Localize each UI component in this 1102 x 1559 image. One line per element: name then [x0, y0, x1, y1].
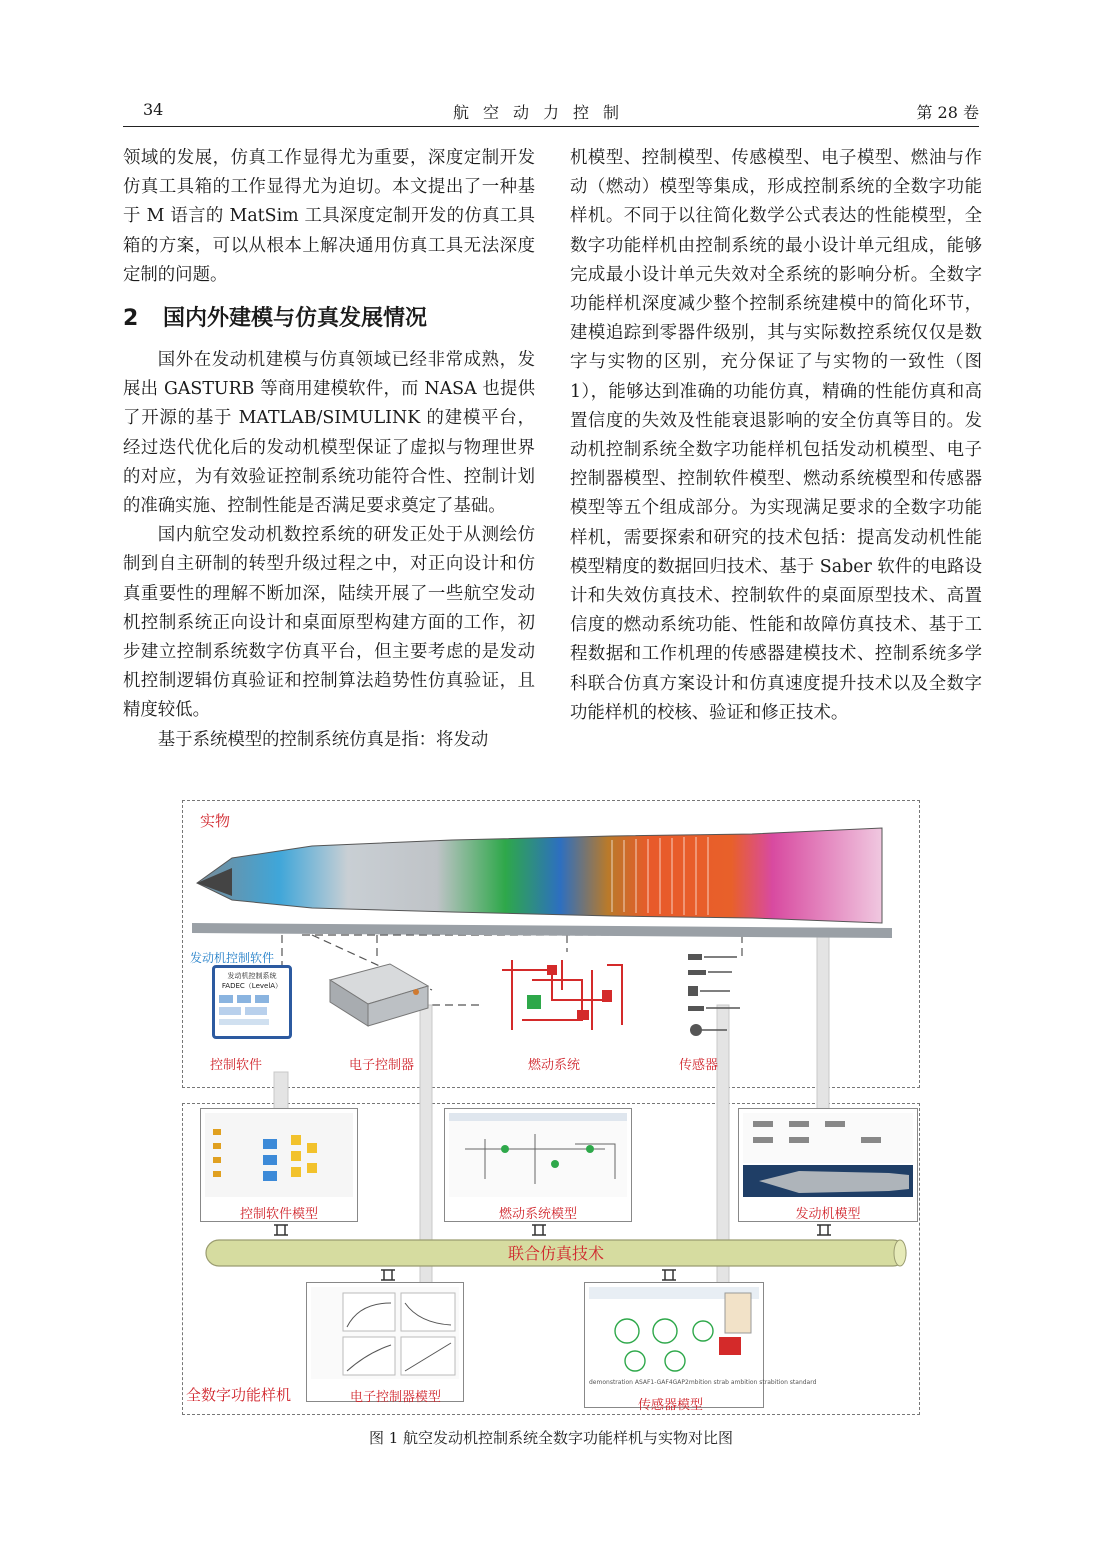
- hw-label-sensor: 传感器: [679, 1058, 719, 1073]
- fadec-diagram-image: [215, 991, 283, 1031]
- engine-software-label: 发动机控制软件: [190, 951, 275, 965]
- electronic-controller-model-image: [307, 1283, 463, 1383]
- section-title: 国内外建模与仿真发展情况: [163, 306, 428, 332]
- fuel-system-model-image: [445, 1109, 631, 1201]
- section-heading: [123, 302, 535, 336]
- fuel-system-model-panel: [444, 1108, 632, 1222]
- sensor-model-label: 传感器模型: [638, 1398, 704, 1413]
- electronic-controller-model-panel: [306, 1282, 464, 1402]
- control-software-model-panel: [200, 1108, 358, 1222]
- right-column: [570, 144, 982, 728]
- hw-label-electronic-controller: 电子控制器: [349, 1058, 415, 1073]
- left-column: [123, 144, 535, 755]
- digital-prototype-label: 全数字功能样机: [186, 1386, 292, 1404]
- control-software-model-label: 控制软件模型: [239, 1207, 318, 1222]
- paragraph: 国内航空发动机数控系统的研发正处于从测绘仿制到自主研制的转型升级过程之中，对正向设计和仿真重要性的理解不断加深，陆续开展了一些航空发动机控制系统正向设计和桌面原型构建方面的工作，初步建立控制系统数字仿真平台，但主要考虑的是发动机控制逻辑仿真验证和控制算法趋势性仿真验证，且精度较低。: [123, 525, 535, 721]
- paragraph: 基于系统模型的控制系统仿真是指：将发动: [157, 729, 489, 750]
- paragraph: 国外在发动机建模与仿真领域已经非常成熟，发展出 GASTURB 等商用建模软件，而 NASA 也提供了开源的基于 MATLAB/SIMULINK 的建模平台，经过迭代优化后的发动机模型保证了虚拟与物理世界的对应，为有效验证控制系统功能符合性、控制计划的准确实施、控制性能是否满足要求奠定了基础。: [123, 350, 535, 517]
- fadec-subtitle: FADEC（LevelA）: [221, 982, 283, 990]
- paragraph: 机模型、控制模型、传感模型、电子模型、燃油与作动（燃动）模型等集成，形成控制系统的全数字功能样机。不同于以往简化数学公式表达的性能模型，全数字功能样机由控制系统的最小设计单元组成，能够完成最小设计单元失效对全系统的影响分析。全数字功能样机深度减少整个控制系统建模中的简化环节，建模追踪到零器件级别，其与实际数控系统仅仅是数字与实物的区别，充分保证了与实物的一致性（图 1），能够达到准确的功能仿真，精确的性能仿真和高置信度的失效及性能衰退影响的安全仿真等目的。发动机控制系统全数字功能样机包括发动机模型、电子控制器模型、控制软件模型、燃动系统模型和传感器模型等五个组成部分。为实现满足要求的全数字功能样机，需要探索和研究的技术包括：提高发动机性能模型精度的数据回归技术、基于 Saber 软件的电路设计和失效仿真技术、控制软件的桌面原型技术、高置信度的燃动系统功能、性能和故障仿真技术、基于工程数据和工作机理的传感器建模技术、控制系统多学科联合仿真方案设计和仿真速度提升技术以及全数字功能样机的校核、验证和修正技术。: [570, 148, 982, 723]
- electronic-controller-image: [320, 960, 432, 1030]
- volume-label: 第 28 卷: [916, 103, 979, 122]
- fadec-title: 发动机控制系统: [227, 972, 277, 980]
- sensor-model-footer: demonstration ASAF1-GAF4GAP2mbition strab ambition strabition standard: [589, 1379, 817, 1386]
- engine-model-panel: [738, 1108, 918, 1222]
- engine-model-label: 发动机模型: [795, 1207, 861, 1222]
- page-header: [123, 96, 979, 127]
- sensors-image: [682, 948, 752, 1048]
- figure-caption: 图 1 航空发动机控制系统全数字功能样机与实物对比图: [368, 1429, 734, 1447]
- sensor-model-panel: [584, 1282, 817, 1408]
- engine-cutaway-image: [192, 828, 892, 938]
- electronic-controller-model-label: 电子控制器模型: [350, 1390, 442, 1405]
- figure-1: [182, 800, 920, 1415]
- control-software-model-image: [201, 1109, 357, 1201]
- section-number: 2: [123, 306, 139, 332]
- intro-paragraph: 领域的发展，仿真工作显得尤为重要，深度定制开发仿真工具箱的工作显得尤为迫切。本文提出了一种基于 M 语言的 MatSim 工具深度定制开发的仿真工具箱的方案，可以从根本上解决通用仿真工具无法深度定制的问题。: [123, 148, 535, 285]
- physical-label: 实物: [200, 812, 231, 830]
- co-simulation-label: 联合仿真技术: [507, 1244, 604, 1263]
- hw-label-control-software: 控制软件: [210, 1058, 263, 1073]
- engine-model-image: [739, 1109, 917, 1201]
- page-number: 34: [143, 100, 164, 119]
- fuel-system-schematic-image: [492, 950, 632, 1040]
- sensor-model-image: [585, 1283, 817, 1387]
- fuel-system-model-label: 燃动系统模型: [498, 1207, 577, 1222]
- fadec-monitor: [212, 965, 292, 1039]
- hw-label-fuel-system: 燃动系统: [528, 1058, 581, 1073]
- journal-title: 航空动力控制: [453, 103, 634, 122]
